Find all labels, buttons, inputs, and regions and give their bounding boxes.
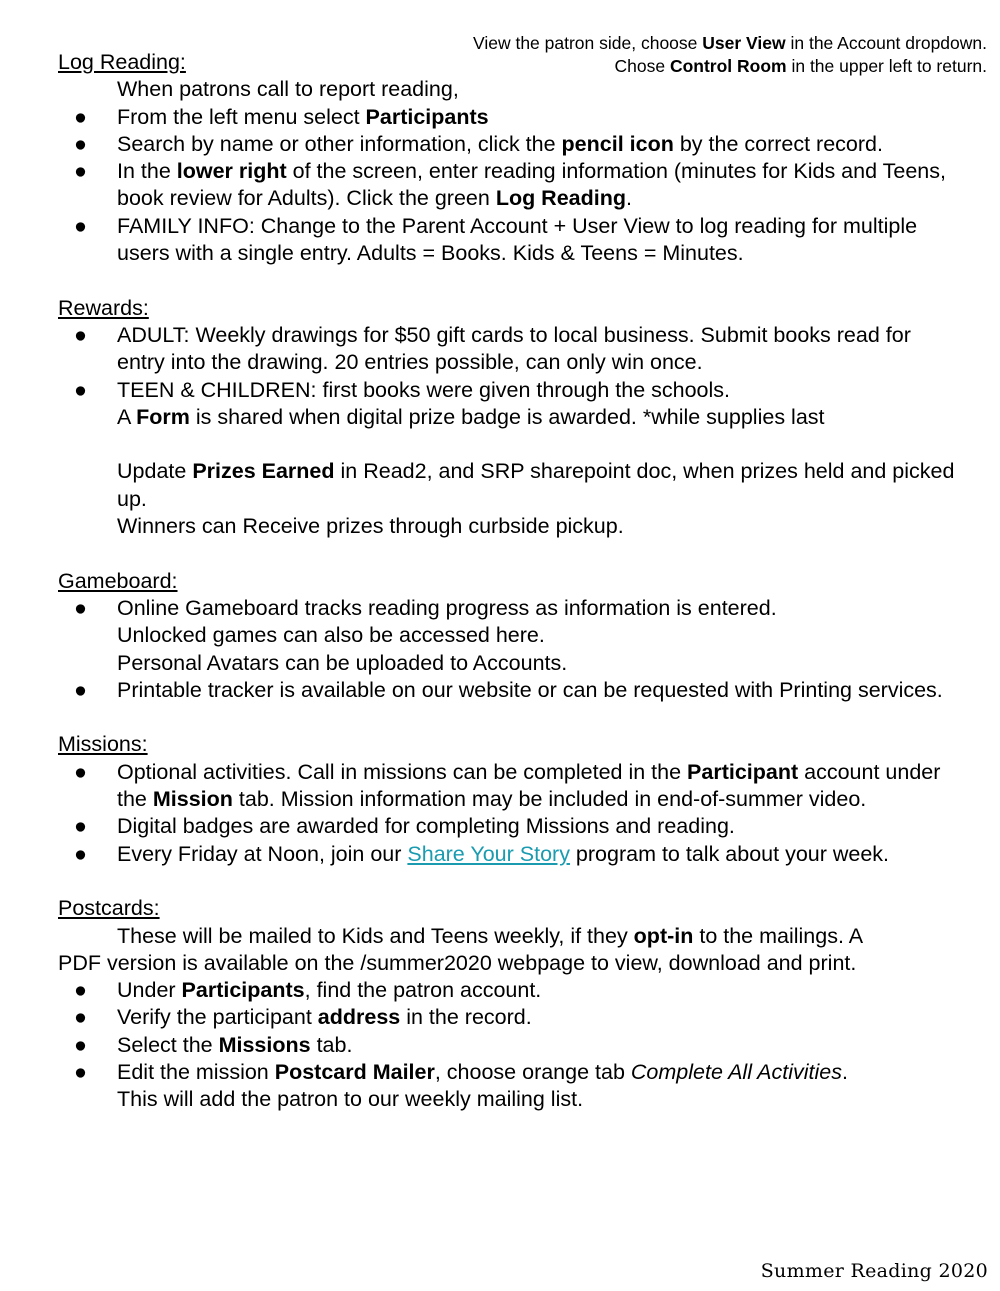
postcards-heading: Postcards: bbox=[58, 896, 160, 921]
rewards-update-note: Update Prizes Earned in Read2, and SRP sharepoint doc, when prizes held and picked up. bbox=[117, 459, 955, 511]
list-item: ● Under Participants, find the patron account. bbox=[58, 977, 958, 1004]
bullet-icon: ● bbox=[74, 1059, 87, 1084]
bullet-icon: ● bbox=[74, 131, 87, 156]
missions-section bbox=[58, 731, 958, 867]
list-item: ● From the left menu select Participants bbox=[58, 104, 958, 131]
log-reading-heading: Log Reading: bbox=[58, 50, 186, 74]
rewards-section bbox=[58, 295, 958, 541]
log-reading-intro: When patrons call to report reading, bbox=[117, 77, 459, 102]
list-item: ● TEEN & CHILDREN: first books were given through the schools. A Form is shared when digital prize badge is awarded. *while supplies last bbox=[74, 377, 825, 429]
missions-heading: Missions: bbox=[58, 732, 148, 757]
bullet-icon: ● bbox=[74, 1032, 87, 1057]
list-item: ● Digital badges are awarded for completing Missions and reading. bbox=[58, 813, 958, 840]
list-item: ● Select the Missions tab. bbox=[58, 1032, 958, 1059]
missions-list bbox=[58, 759, 958, 868]
log-reading-section bbox=[58, 49, 958, 267]
list-item: ● Every Friday at Noon, join our Share Your Story program to talk about your week. bbox=[58, 841, 958, 868]
bullet-icon: ● bbox=[74, 978, 87, 1003]
postcards-intro: These will be mailed to Kids and Teens weekly, if they opt-in to the mailings. A bbox=[117, 923, 864, 948]
list-item: ● In the lower right of the screen, enter reading information (minutes for Kids and Teens, book review for Adults). Click the green Log Reading. bbox=[74, 159, 946, 211]
document-body bbox=[58, 49, 958, 1114]
bullet-icon: ● bbox=[74, 759, 87, 784]
page-footer: Summer Reading 2020 bbox=[760, 1260, 988, 1282]
bullet-icon: ● bbox=[74, 104, 87, 129]
list-item: ● Printable tracker is available on our website or can be requested with Printing services. bbox=[58, 677, 958, 704]
postcards-list bbox=[58, 977, 958, 1113]
bullet-icon: ● bbox=[74, 595, 87, 620]
bullet-icon: ● bbox=[74, 213, 87, 238]
list-item: ● Verify the participant address in the record. bbox=[58, 1004, 958, 1031]
top-note-line-2: Chose Control Room in the upper left to return. bbox=[614, 56, 987, 76]
log-reading-list bbox=[58, 104, 958, 268]
rewards-list bbox=[58, 322, 958, 431]
list-item: ● Optional activities. Call in missions can be completed in the Participant account under the Mission tab. Mission information may be included in end-of-summer video. bbox=[74, 759, 941, 812]
bullet-icon: ● bbox=[74, 1005, 87, 1030]
bullet-icon: ● bbox=[74, 677, 87, 702]
bullet-icon: ● bbox=[74, 814, 87, 839]
rewards-winners-note: Winners can Receive prizes through curbside pickup. bbox=[117, 514, 624, 539]
list-item: ● ADULT: Weekly drawings for $50 gift cards to local business. Submit books read for entry into the drawing. 20 entries possible, can only win once. bbox=[74, 322, 911, 375]
list-item: ● Search by name or other information, click the pencil icon by the correct record. bbox=[58, 131, 958, 158]
bullet-icon: ● bbox=[74, 159, 87, 184]
list-item: ● Edit the mission Postcard Mailer, choose orange tab Complete All Activities. This will add the patron to our weekly mailing list. bbox=[74, 1059, 848, 1112]
bullet-icon: ● bbox=[74, 841, 87, 866]
bullet-icon: ● bbox=[74, 322, 87, 347]
gameboard-heading: Gameboard: bbox=[58, 568, 178, 593]
share-your-story-link[interactable]: Share Your Story bbox=[407, 841, 570, 866]
top-note-line-1: View the patron side, choose User View in the Account dropdown. bbox=[472, 33, 987, 53]
gameboard-section bbox=[58, 568, 958, 704]
postcards-section bbox=[58, 895, 958, 1113]
rewards-heading: Rewards: bbox=[58, 295, 149, 320]
postcards-intro-line-2: PDF version is available on the /summer2020 webpage to view, download and print. bbox=[58, 950, 857, 975]
list-item: ● FAMILY INFO: Change to the Parent Account + User View to log reading for multiple users with a single entry. Adults = Books. Kids & Teens = Minutes. bbox=[74, 213, 918, 266]
list-item: ● Online Gameboard tracks reading progress as information is entered. Unlocked games can also be accessed here. Personal Avatars can be uploaded to Accounts. bbox=[74, 595, 777, 675]
gameboard-list bbox=[58, 595, 958, 704]
bullet-icon: ● bbox=[74, 377, 87, 402]
